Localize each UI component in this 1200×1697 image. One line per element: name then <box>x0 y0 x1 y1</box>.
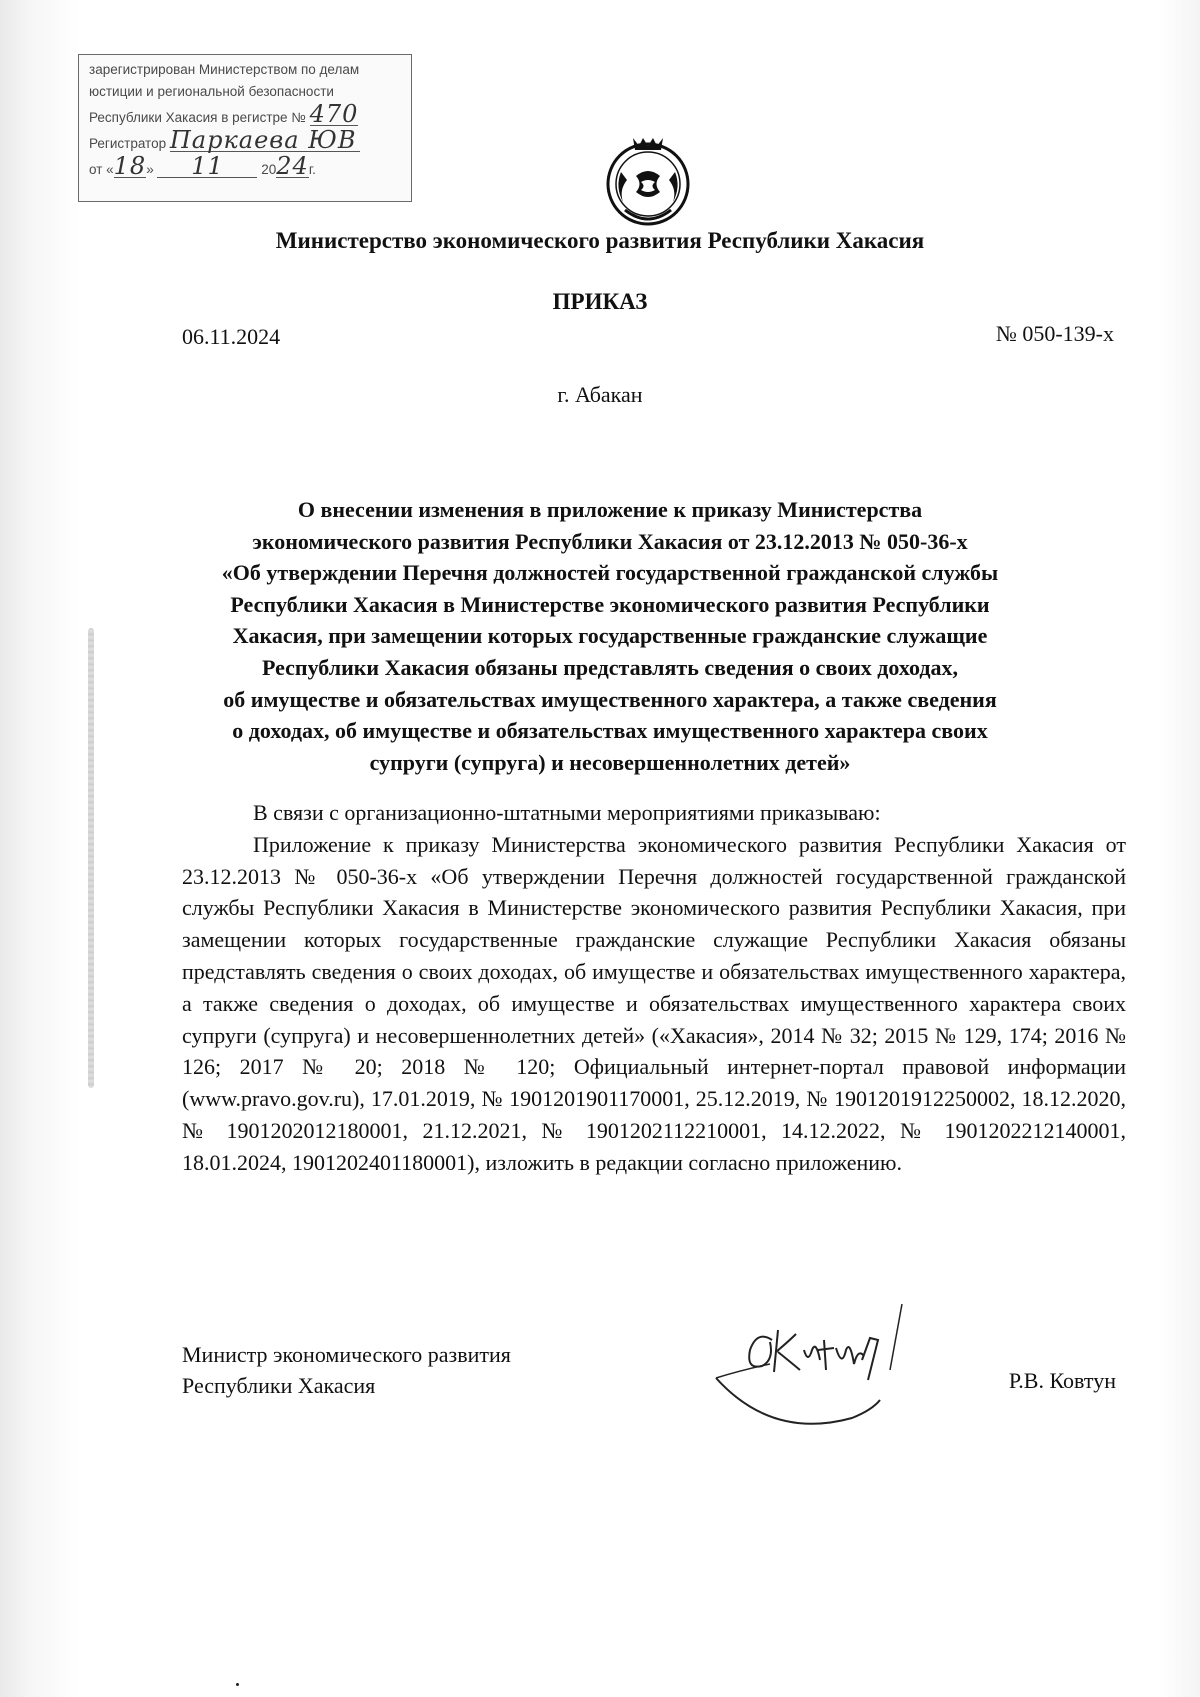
stamp-registrar-name: Паркаева ЮВ <box>170 129 360 152</box>
signatory-name: Р.В. Ковтун <box>1008 1368 1116 1393</box>
scan-binding-edge <box>88 628 94 1088</box>
stamp-date-prefix: от « <box>89 162 114 177</box>
title-line: о доходах, об имуществе и обязательствах имущественного характера своих <box>232 718 988 744</box>
signatory-position <box>182 1339 511 1401</box>
stamp-registrar-label: Регистратор <box>89 136 167 151</box>
title-line: экономического развития Республики Хакасия от 23.12.2013 № 050-36-х <box>252 528 968 554</box>
stamp-date-day: 18 <box>113 152 147 180</box>
coat-of-arms-icon <box>603 132 693 232</box>
title-line: Хакасия, при замещении которых государственные гражданские служащие <box>232 623 988 649</box>
stamp-line-2: юстиции и региональной безопасности <box>89 84 334 99</box>
document-body <box>182 797 1126 1179</box>
stamp-date-suffix: г. <box>308 162 316 177</box>
stamp-date-year: 24 <box>276 152 309 180</box>
registration-stamp <box>78 54 412 202</box>
handwritten-signature <box>712 1300 932 1440</box>
title-line: об имуществе и обязательствах имущественного характера, а также сведения <box>223 686 997 712</box>
scan-speck <box>236 1683 239 1686</box>
stamp-register-number: 470 <box>309 100 359 128</box>
stamp-date-year-prefix: 20 <box>261 162 277 177</box>
ministry-name: Министерство экономического развития Республики Хакасия <box>275 228 925 253</box>
title-line: супруги (супруга) и несовершеннолетних детей» <box>369 749 851 775</box>
title-line: Республики Хакасия обязаны представлять сведения о своих доходах, <box>261 654 959 680</box>
title-line: Республики Хакасия в Министерстве экономического развития Республики <box>230 591 990 617</box>
signatory-position-line-1: Министр экономического развития <box>182 1342 511 1367</box>
title-line: О внесении изменения в приложение к приказу Министерства <box>297 497 923 522</box>
stamp-register-label: Республики Хакасия в регистре № <box>89 110 306 125</box>
stamp-date-month: 11 <box>157 155 257 178</box>
document-title <box>150 494 1070 778</box>
title-line: «Об утверждении Перечня должностей государственной гражданской службы <box>221 560 999 586</box>
stamp-date-mid: » <box>146 162 154 177</box>
document-number: № 050-139-х <box>995 321 1114 346</box>
body-paragraph-2: Приложение к приказу Министерства экономического развития Республики Хакасия от 23.12.2013 № 050-36-х «Об утверждении Перечня должностей государственной гражданской службы Республики Хакасия в Министерстве экономического развития Республики Хакасия, при замещении которых государственные гражданские служащие Республики Хакасия обязаны представлять сведения о своих доходах, об имуществе и обязательствах имущественного характера, а также сведения о доходах, об имуществе и обязательствах имущественного характера своих супруги (супруга) и несовершеннолетних детей» («Хакасия», 2014 № 32; 2015 № 129, 174; 2016 № 126; 2017 № 20; 2018 № 120; Официальный интернет-портал правовой информации (www.pravo.gov.ru), 17.01.2019, № 1901201901170001, 25.12.2019, № 1901201912250002, 18.12.2020, № 1901202012180001, 21.12.2021, № 1901202112210001, 14.12.2022, № 1901202212140001, 18.01.2024, 1901202401180001), изложить в редакции согласно приложению. <box>182 831 1126 1175</box>
signatory-position-line-2: Республики Хакасия <box>182 1373 376 1398</box>
document-date: 06.11.2024 <box>182 324 281 349</box>
document-city: г. Абакан <box>557 382 643 407</box>
document-type: ПРИКАЗ <box>552 289 648 314</box>
stamp-line-5 <box>89 152 405 181</box>
stamp-line-1: зарегистрирован Министерством по делам <box>89 62 360 77</box>
body-paragraph-1: В связи с организационно-штатными мероприятиями приказываю: <box>253 800 881 825</box>
